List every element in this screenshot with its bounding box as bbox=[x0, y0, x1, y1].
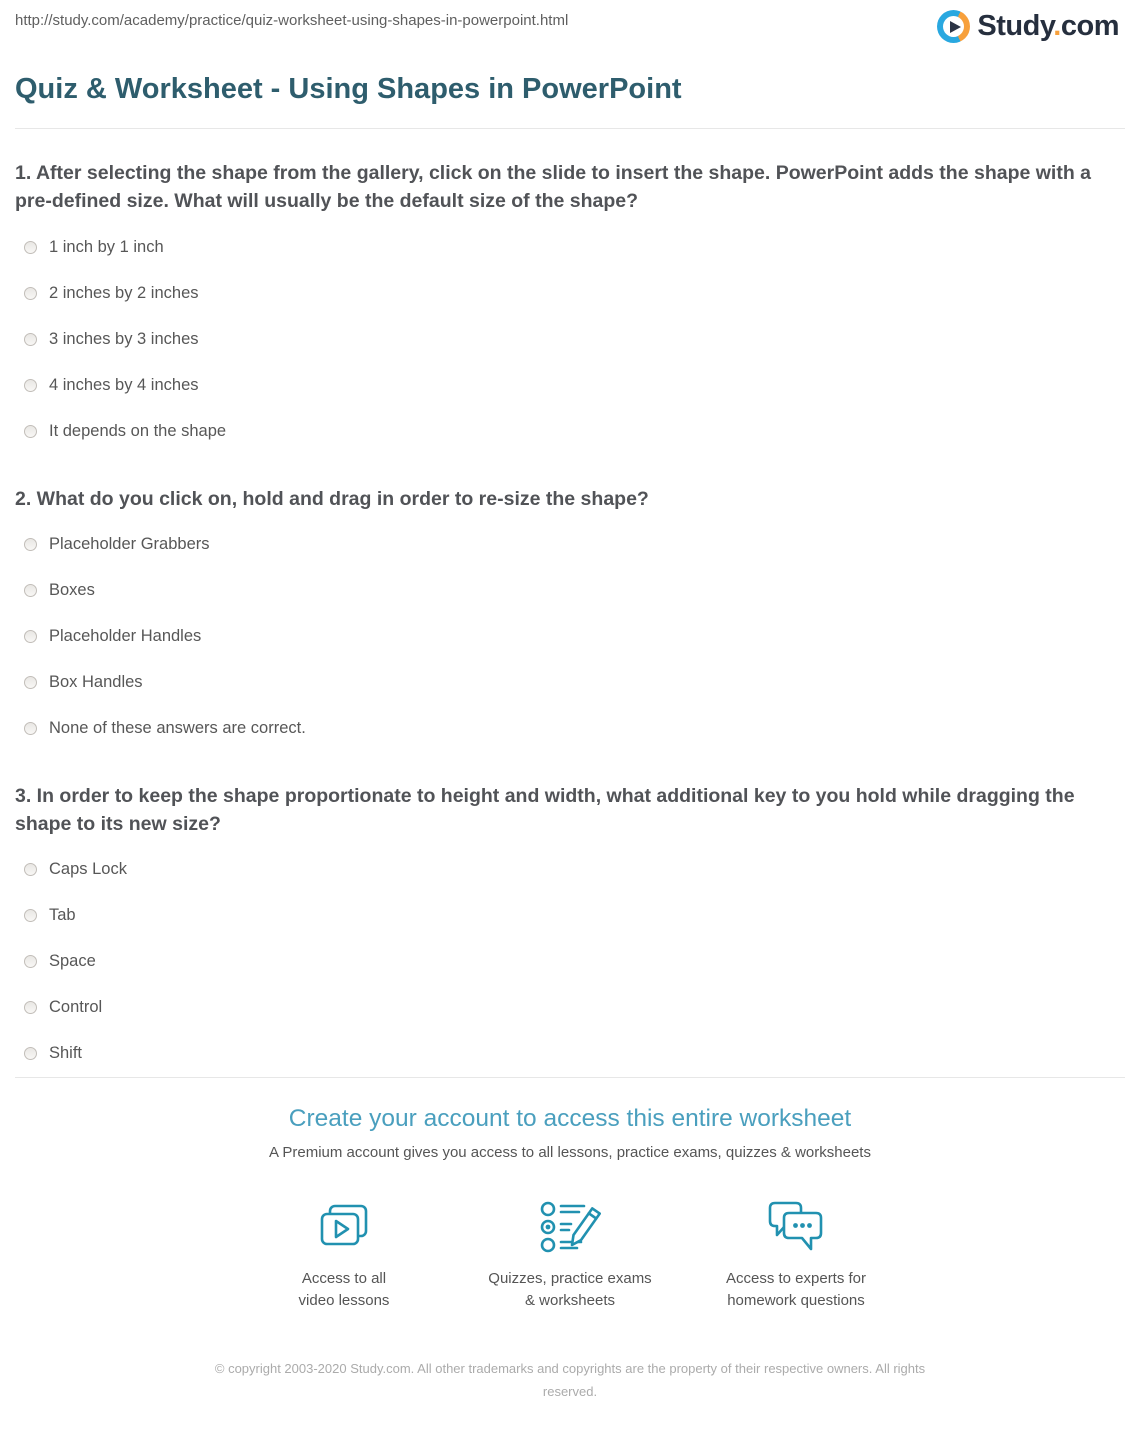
signup-heading: Create your account to access this entire worksheet bbox=[288, 1105, 852, 1133]
radio-button[interactable] bbox=[24, 584, 37, 597]
answer-option-label: Space bbox=[49, 952, 96, 971]
answer-option-label: 3 inches by 3 inches bbox=[49, 329, 199, 348]
answer-option[interactable] bbox=[15, 1031, 1125, 1077]
answer-option-label: It depends on the shape bbox=[49, 421, 227, 440]
feature-homework-experts bbox=[690, 1195, 902, 1312]
radio-button[interactable] bbox=[24, 425, 37, 438]
answer-option-label: Shift bbox=[49, 1044, 83, 1063]
feature-list bbox=[15, 1195, 1125, 1312]
radio-button[interactable] bbox=[24, 379, 37, 392]
study-logo[interactable] bbox=[937, 10, 1119, 43]
answer-option-label: Box Handles bbox=[49, 672, 143, 691]
feature-label: Quizzes, practice exams & worksheets bbox=[488, 1270, 652, 1310]
answer-option-label: Placeholder Grabbers bbox=[49, 534, 210, 553]
radio-button[interactable] bbox=[24, 955, 37, 968]
video-lessons-icon bbox=[316, 1195, 372, 1255]
answer-option-label: 4 inches by 4 inches bbox=[49, 375, 199, 394]
radio-button[interactable] bbox=[24, 722, 37, 735]
answer-option-label: Tab bbox=[49, 906, 76, 925]
page-title: Quiz & Worksheet - Using Shapes in PowerPoint bbox=[15, 73, 682, 105]
radio-button[interactable] bbox=[24, 1001, 37, 1014]
logo-wordmark bbox=[977, 10, 1119, 43]
radio-button[interactable] bbox=[24, 241, 37, 254]
answer-option[interactable] bbox=[15, 409, 1125, 455]
top-bar bbox=[15, 0, 1125, 43]
answer-option[interactable] bbox=[15, 363, 1125, 409]
question-1-text: 1. After selecting the shape from the gallery, click on the slide to insert the shape. PowerPoint adds the shape with a pre-defined size. What will usually be the default size of the shape? bbox=[15, 162, 1092, 213]
signup-subheading: A Premium account gives you access to all lessons, practice exams, quizzes & worksheets bbox=[269, 1144, 871, 1162]
answer-option[interactable] bbox=[15, 271, 1125, 317]
answer-option[interactable] bbox=[15, 522, 1125, 568]
radio-button[interactable] bbox=[24, 287, 37, 300]
play-logo-icon bbox=[937, 10, 970, 43]
radio-button[interactable] bbox=[24, 863, 37, 876]
answer-option[interactable] bbox=[15, 706, 1125, 752]
answer-option-label: 2 inches by 2 inches bbox=[49, 283, 199, 302]
copyright-text: © copyright 2003-2020 Study.com. All other trademarks and copyrights are the property of their respective owners. All rights reserved. bbox=[214, 1360, 926, 1399]
question-2-text: 2. What do you click on, hold and drag in order to re-size the shape? bbox=[15, 487, 649, 510]
radio-button[interactable] bbox=[24, 676, 37, 689]
radio-button[interactable] bbox=[24, 909, 37, 922]
quizzes-worksheets-icon bbox=[538, 1195, 602, 1255]
answer-option-label: 1 inch by 1 inch bbox=[49, 237, 164, 256]
answer-option[interactable] bbox=[15, 614, 1125, 660]
feature-video-lessons bbox=[238, 1195, 450, 1312]
answer-option[interactable] bbox=[15, 568, 1125, 614]
question-2 bbox=[15, 485, 1125, 752]
homework-experts-icon bbox=[766, 1195, 826, 1255]
radio-button[interactable] bbox=[24, 630, 37, 643]
answer-option-label: Placeholder Handles bbox=[49, 626, 202, 645]
answer-option-label: Boxes bbox=[49, 580, 95, 599]
feature-quizzes-worksheets bbox=[464, 1195, 676, 1312]
radio-button[interactable] bbox=[24, 1047, 37, 1060]
logo-com-text: com bbox=[1060, 10, 1119, 42]
answer-option[interactable] bbox=[15, 985, 1125, 1031]
answer-option-label: Control bbox=[49, 998, 103, 1017]
radio-button[interactable] bbox=[24, 538, 37, 551]
answer-option-label: Caps Lock bbox=[49, 860, 127, 879]
page-url: http://study.com/academy/practice/quiz-worksheet-using-shapes-in-powerpoint.html bbox=[15, 12, 569, 29]
answer-option[interactable] bbox=[15, 660, 1125, 706]
feature-label: Access to experts for homework questions bbox=[725, 1270, 867, 1310]
question-1 bbox=[15, 159, 1125, 455]
radio-button[interactable] bbox=[24, 333, 37, 346]
answer-option[interactable] bbox=[15, 225, 1125, 271]
logo-study-text: Study bbox=[977, 10, 1054, 42]
answer-option-label: None of these answers are correct. bbox=[49, 718, 306, 737]
answer-option[interactable] bbox=[15, 317, 1125, 363]
feature-label: Access to all video lessons bbox=[298, 1270, 390, 1310]
question-3 bbox=[15, 782, 1125, 1078]
signup-section bbox=[15, 1078, 1125, 1312]
answer-option[interactable] bbox=[15, 893, 1125, 939]
logo-dot: . bbox=[1053, 10, 1061, 42]
answer-option[interactable] bbox=[15, 939, 1125, 985]
question-3-text: 3. In order to keep the shape proportionate to height and width, what additional key to you hold while dragging the shape to its new size? bbox=[15, 784, 1075, 836]
answer-option[interactable] bbox=[15, 847, 1125, 893]
title-divider bbox=[15, 128, 1125, 129]
